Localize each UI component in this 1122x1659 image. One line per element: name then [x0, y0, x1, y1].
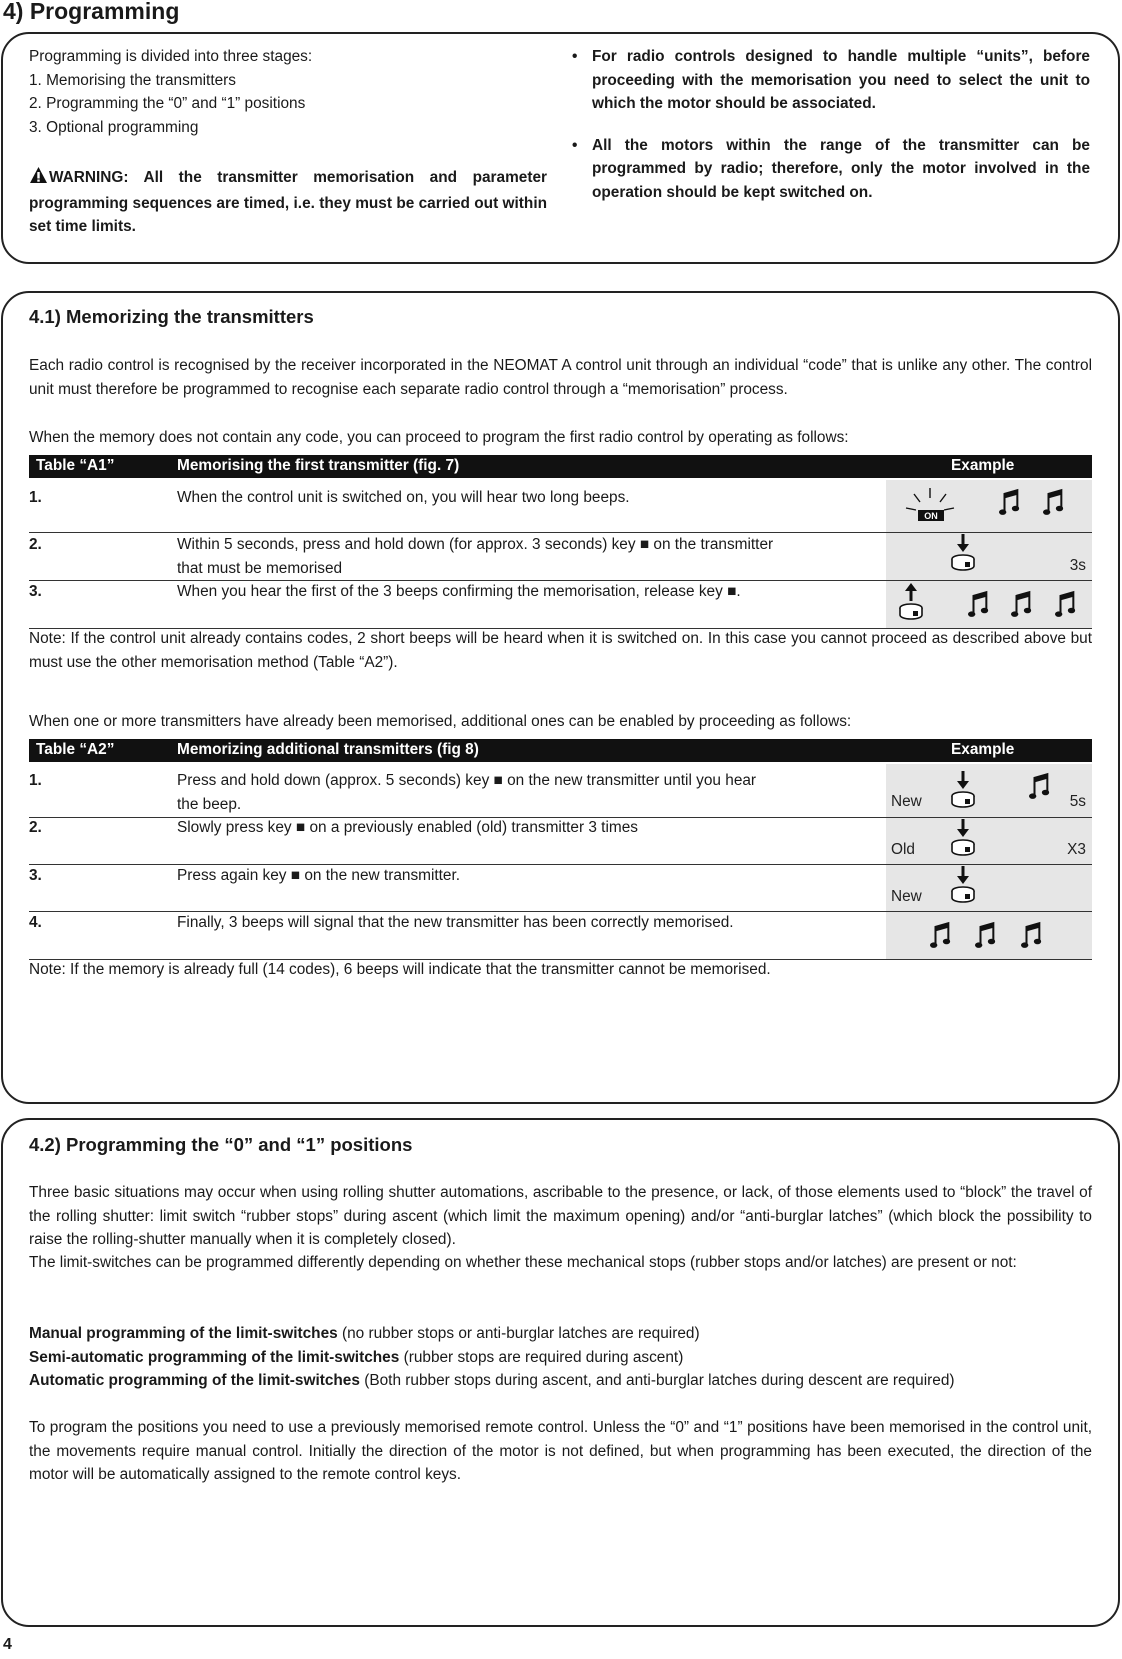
- example-heading: Example: [951, 741, 1015, 758]
- repeat-label: X3: [1067, 841, 1086, 858]
- intro-line: 1. Memorising the transmitters: [29, 71, 236, 89]
- row-num: 1.: [29, 772, 42, 789]
- warning-text: WARNING: All the transmitter memorisation and parameter programming sequences are timed, i.e. they must be carried out within set time limits.: [29, 169, 547, 235]
- mode-name: Automatic programming of the limit-switches: [29, 1372, 360, 1389]
- row-text: [177, 533, 773, 580]
- svg-text:ON: ON: [924, 511, 938, 521]
- programming-modes: [29, 1322, 1109, 1393]
- intro-line: Programming is divided into three stages:: [29, 48, 313, 65]
- mode-item: [29, 1369, 1109, 1393]
- row-line: Press and hold down (approx. 5 seconds) key ■ on the new transmitter until you hear: [177, 772, 757, 789]
- row-num: 2.: [29, 536, 42, 553]
- section-4-1-para: When one or more transmitters have already been memorised, additional ones can be enabled by proceeding as follows:: [29, 713, 852, 730]
- page-title: 4) Programming: [3, 0, 180, 24]
- section-4-1-box: [1, 291, 1120, 1104]
- warning-icon: [29, 166, 49, 192]
- row-num: 1.: [29, 489, 42, 506]
- section-4-2-para: Three basic situations may occur when using rolling shutter automations, ascribable to the presence, or lack, of those elements used to “block” the travel of the rolling shutter: limit switch “rubber stops” during ascent (which limit the maximum opening) and/or “anti-burglar latches” (which block the possibility to raise the rolling-shutter manually when it is completely closed).: [29, 1184, 1092, 1248]
- beep-note-icon: [1043, 488, 1065, 518]
- example-cell: [886, 480, 1092, 532]
- beep-note-icon: [1011, 590, 1033, 620]
- mode-item: [29, 1322, 1109, 1346]
- beep-note-icon: [1055, 590, 1077, 620]
- section-4-1-para: When the memory does not contain any code, you can proceed to program the first radio control by operating as follows:: [29, 429, 849, 446]
- row-line: the beep.: [177, 795, 242, 813]
- transmitter-label: New: [891, 888, 922, 905]
- row-text: Slowly press key ■ on a previously enabled (old) transmitter 3 times: [177, 819, 638, 836]
- transmitter-key-icon: [950, 885, 976, 905]
- transmitter-key-icon: [950, 838, 976, 858]
- note: Note: If the memory is already full (14 codes), 6 beeps will indicate that the transmitter cannot be memorised.: [29, 961, 771, 978]
- note: Note: If the control unit already contains codes, 2 short beeps will be heard when it is switched on. In this case you cannot proceed as described above but must use the other memorisation method (Table “A2”).: [29, 630, 1092, 671]
- row-text: [177, 769, 756, 816]
- mode-desc: (Both rubber stops during ascent, and anti-burglar latches during descent are required): [359, 1372, 955, 1389]
- example-cell: [886, 764, 1092, 817]
- press-arrow-icon: [957, 771, 969, 789]
- example-heading: Example: [951, 457, 1015, 474]
- intro-line: 2. Programming the “0” and “1” positions: [29, 95, 306, 112]
- example-cell: [886, 581, 1092, 628]
- section-4-1-para: Each radio control is recognised by the receiver incorporated in the NEOMAT A control unit through an individual “code” that is unlike any other. The control unit must therefore be programmed to recognise each separate radio control through a “memorisation” process.: [29, 357, 1092, 398]
- transmitter-label: New: [891, 793, 922, 810]
- transmitter-key-icon: [898, 602, 924, 622]
- mode-desc: (no rubber stops or anti-burglar latches are required): [337, 1325, 700, 1342]
- table-a1-header: [29, 455, 1092, 478]
- row-text: Press again key ■ on the new transmitter.: [177, 867, 461, 884]
- beep-note-icon: [1021, 921, 1043, 951]
- beep-note-icon: [999, 488, 1021, 518]
- press-arrow-icon: [957, 534, 969, 552]
- row-num: 3.: [29, 867, 42, 884]
- example-cell: [886, 912, 1092, 959]
- press-arrow-icon: [957, 819, 969, 837]
- bullet-item: • All the motors within the range of the transmitter can be programmed by radio; therefore, only the motor involved in the operation should be kept switched on.: [570, 134, 1090, 205]
- beep-note-icon: [968, 590, 990, 620]
- row-line: Within 5 seconds, press and hold down (for approx. 3 seconds) key ■ on the transmitter: [177, 536, 774, 553]
- transmitter-label: Old: [891, 841, 915, 858]
- mode-desc: (rubber stops are required during ascent): [399, 1348, 684, 1366]
- table-heading: Memorizing additional transmitters (fig 8): [177, 741, 479, 758]
- section-4-2-para: The limit-switches can be programmed differently depending on whether these mechanical stops (rubber stops and/or latches) are present or not:: [29, 1254, 1017, 1271]
- row-num: 2.: [29, 819, 42, 836]
- intro-line: 3. Optional programming: [29, 118, 199, 136]
- table-label: Table “A1”: [36, 457, 115, 474]
- section-4-2-para: To program the positions you need to use a previously memorised remote control. Unless the “0” and “1” positions have been memorised in the control unit, the movements require manual control. Initially the direction of the motor is not defined, but when programming has been executed, the direction of the motor will be automatically assigned to the remote control keys.: [29, 1419, 1092, 1483]
- row-text: Finally, 3 beeps will signal that the new transmitter has been correctly memorised.: [177, 914, 734, 931]
- mode-name: Manual programming of the limit-switches: [29, 1325, 338, 1342]
- intro-bullets: [570, 45, 1090, 204]
- row-num: 3.: [29, 583, 42, 600]
- time-label: 3s: [1069, 557, 1086, 574]
- row-text: When you hear the first of the 3 beeps confirming the memorisation, release key ■.: [177, 583, 741, 600]
- mode-name: Semi-automatic programming of the limit-switches: [29, 1348, 400, 1366]
- row-num: 4.: [29, 914, 42, 931]
- table-a2-header: [29, 739, 1092, 762]
- control-unit-on-icon: [900, 486, 960, 526]
- press-arrow-icon: [957, 866, 969, 884]
- table-label: Table “A2”: [36, 741, 115, 758]
- beep-note-icon: [930, 921, 952, 951]
- bullet-item: • For radio controls designed to handle multiple “units”, before proceeding with the memorisation you need to select the unit to which the motor should be associated.: [570, 45, 1090, 116]
- intro-stages: [29, 45, 529, 139]
- mode-item: [29, 1346, 1109, 1370]
- transmitter-key-icon: [950, 553, 976, 573]
- transmitter-key-icon: [950, 790, 976, 810]
- release-arrow-icon: [905, 583, 917, 601]
- beep-note-icon: [975, 921, 997, 951]
- row-text: When the control unit is switched on, you will hear two long beeps.: [177, 489, 630, 506]
- time-label: 5s: [1069, 793, 1086, 810]
- example-cell: [886, 818, 1092, 864]
- beep-note-icon: [1029, 772, 1051, 802]
- section-4-1-title: 4.1) Memorizing the transmitters: [29, 306, 314, 327]
- table-heading: Memorising the first transmitter (fig. 7): [177, 457, 460, 474]
- example-cell: [886, 533, 1092, 580]
- section-4-2-title: 4.2) Programming the “0” and “1” positions: [29, 1134, 413, 1155]
- page-number: 4: [3, 1636, 12, 1653]
- row-line: that must be memorised: [177, 559, 343, 577]
- warning: [29, 166, 547, 239]
- example-cell: [886, 865, 1092, 911]
